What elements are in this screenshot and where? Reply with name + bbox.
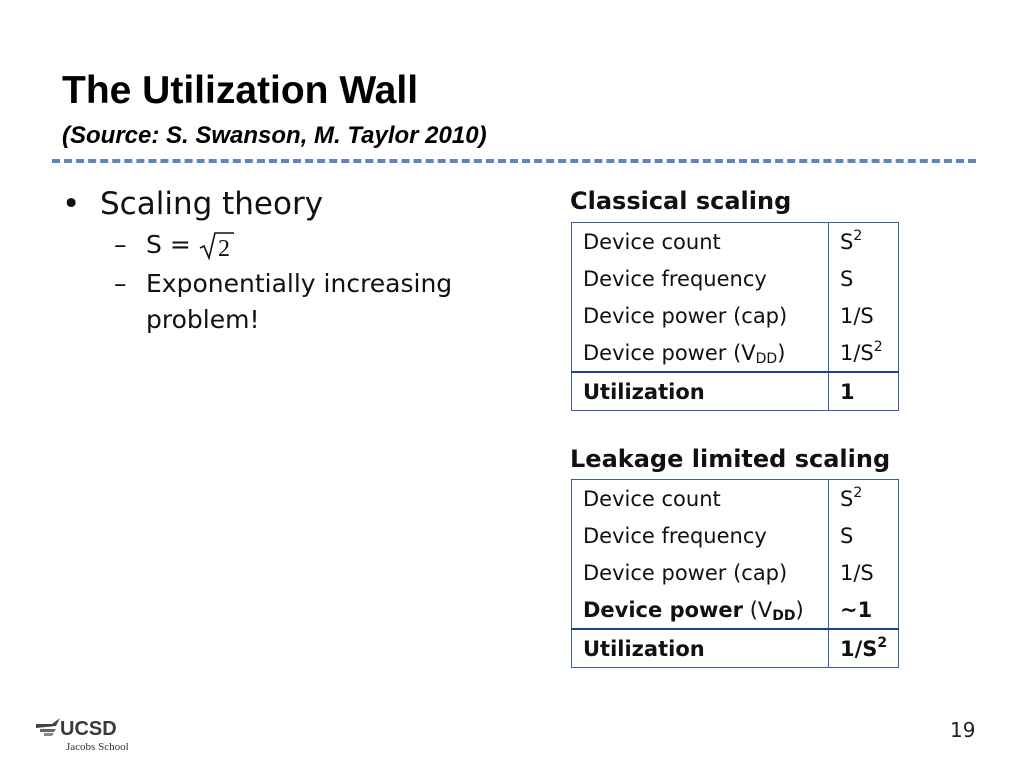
table-row	[572, 334, 899, 372]
sub-bullet-text: Exponentially increasing problem!	[146, 269, 453, 334]
row-value: S	[829, 260, 899, 297]
sqrt-radicand: 2	[217, 236, 230, 261]
leakage-scaling-heading: Leakage limited scaling	[570, 445, 891, 473]
row-label: Device frequency	[572, 517, 829, 554]
row-label: Device frequency	[572, 260, 829, 297]
logo-wordmark: UCSD	[60, 718, 117, 740]
table-row	[572, 517, 899, 554]
trident-icon	[36, 718, 60, 736]
slide-subtitle: (Source: S. Swanson, M. Taylor 2010)	[62, 122, 487, 149]
row-label: Device count	[572, 223, 829, 261]
utilization-label: Utilization	[572, 629, 829, 668]
bullet-text: Scaling theory	[100, 186, 324, 222]
sub-bullet-dash: –	[114, 230, 127, 259]
table-row	[572, 297, 899, 334]
table-row	[572, 260, 899, 297]
sub-bullet-text: S =	[146, 230, 191, 259]
row-value: ~1	[829, 591, 899, 629]
bullet-list	[58, 184, 538, 338]
sub-bullet-exponential	[58, 266, 538, 338]
row-label: Device power $(V_{DD})$	[572, 334, 829, 372]
row-value: 1/S	[829, 554, 899, 591]
row-label: Device power (cap)	[572, 297, 829, 334]
logo-caption: Jacobs School	[66, 741, 129, 753]
row-value: 1/S	[829, 297, 899, 334]
sub-bullet-dash: –	[114, 269, 127, 298]
row-value: $1/S^2$	[829, 334, 899, 372]
row-value: $S^2$	[829, 223, 899, 261]
utilization-row	[572, 629, 899, 668]
utilization-value: $1/S^2$	[829, 629, 899, 668]
dashed-divider	[52, 159, 976, 163]
classical-scaling-table	[571, 222, 899, 411]
bullet-scaling-theory	[58, 184, 538, 224]
row-label: Device power $(V_{DD})$	[572, 591, 829, 629]
table-row	[572, 480, 899, 518]
utilization-row	[572, 372, 899, 411]
slide-title: The Utilization Wall	[62, 69, 419, 112]
ucsd-jacobs-logo	[34, 714, 146, 754]
square-root-symbol	[199, 231, 235, 261]
table-row	[572, 223, 899, 261]
row-value: $S^2$	[829, 480, 899, 518]
bullet-dot: •	[62, 186, 81, 222]
row-label: Device power (cap)	[572, 554, 829, 591]
utilization-label: Utilization	[572, 372, 829, 411]
row-label: Device count	[572, 480, 829, 518]
table-row	[572, 591, 899, 629]
table-row	[572, 554, 899, 591]
leakage-scaling-table	[571, 479, 899, 668]
sub-bullet-s-equals	[58, 227, 538, 263]
utilization-value: 1	[829, 372, 899, 411]
page-number: 19	[950, 718, 976, 742]
row-value: S	[829, 517, 899, 554]
classical-scaling-heading: Classical scaling	[570, 187, 792, 215]
